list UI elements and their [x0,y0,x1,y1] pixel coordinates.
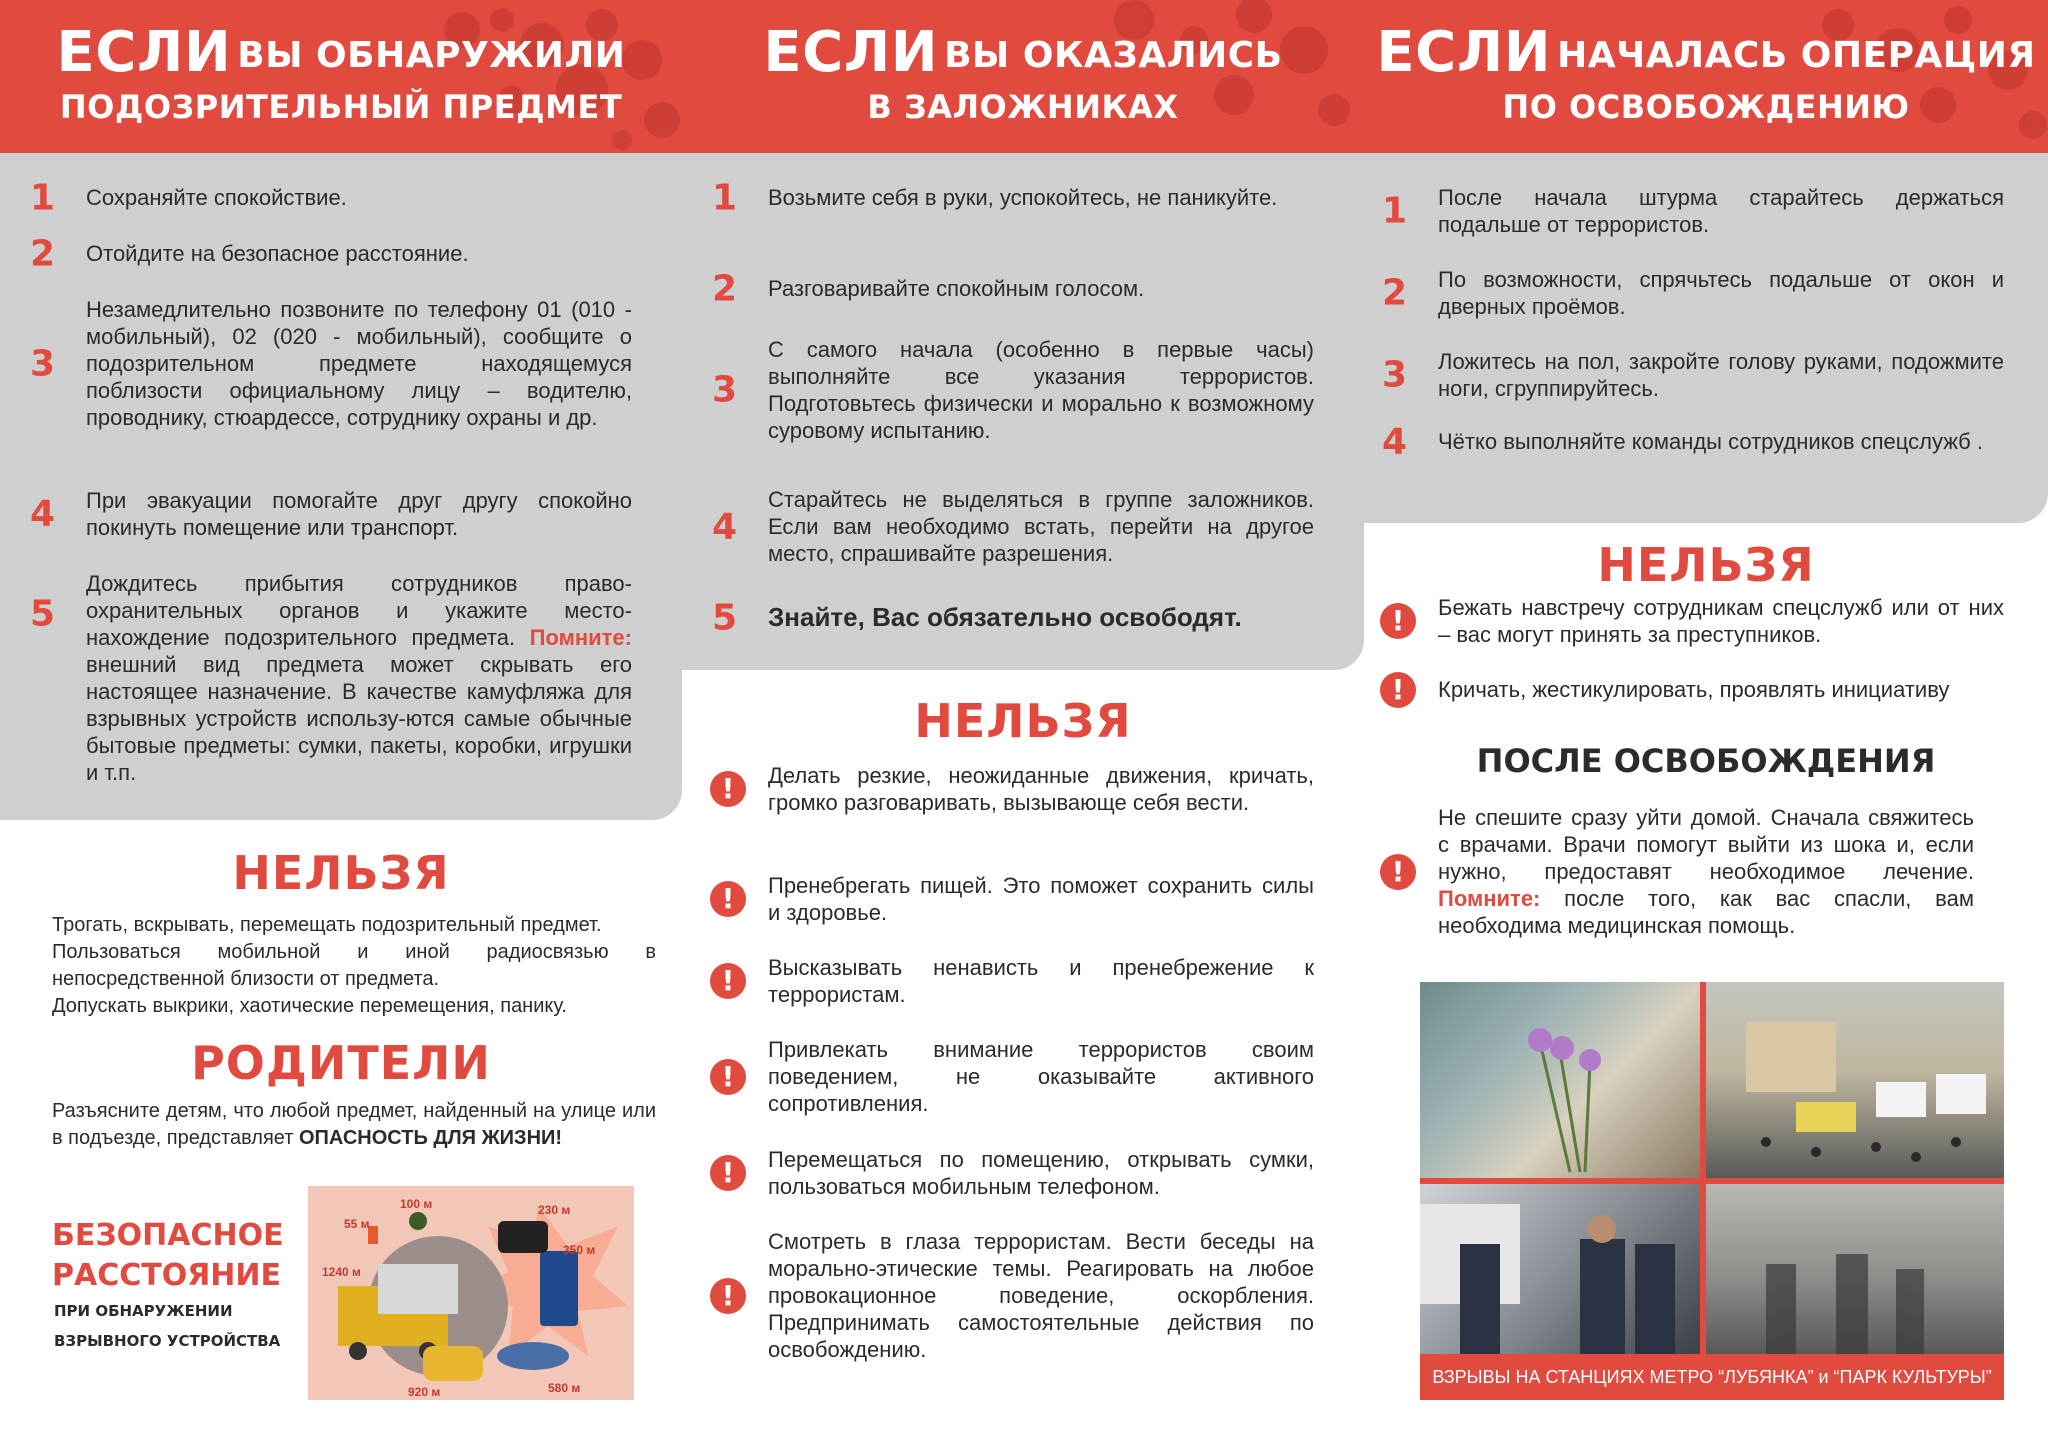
step-number: 3 [712,369,738,411]
distance-label: 920 м [408,1385,441,1399]
distance-label: 230 м [538,1203,571,1217]
safe-distance-subtitle: ПРИ ОБНАРУЖЕНИИ ВЗРЫВНОГО УСТРОЙСТВА [54,1302,281,1350]
step-text: Возьмите себя в руки, успокойтесь, не паникуйте. [768,185,1278,210]
grenade-icon [409,1212,427,1230]
distance-label: 580 м [548,1381,581,1395]
step-item [1382,348,2004,402]
forbidden-item: ! Делать резкие, неожиданные движения, кричать, громко разговаривать, вызывающе себя вести. [768,762,1314,816]
step-text: Старайтесь не выделяться в группе заложников. Если вам необходимо встать, перейти на другое место, спрашивайте разрешения. [768,487,1314,566]
header-rescue-operation [1364,0,2048,153]
forbidden-item: ! Пренебрегать пищей. Это поможет сохранить силы и здоровье. [768,872,1314,926]
forbidden-title: НЕЛЬЗЯ [232,846,450,900]
step-item [712,177,1314,218]
forbidden-title: НЕЛЬЗЯ [914,694,1132,748]
after-release-item: ! Не спешите сразу уйти домой. Сначала свяжитесь с врачами. Врачи помогут выйти из шока и, если нужно, предоставят необходимое лечение. Помните: после того, как вас спасли, вам необходима медицинская помощь. [1438,804,1974,939]
remember-label: Помните: [1438,886,1541,911]
step-number: 2 [30,233,56,274]
exclamation-icon: ! [710,881,746,917]
step-item [30,487,632,541]
step-item [30,570,632,786]
exclamation-icon: ! [710,771,746,807]
after-release-title: ПОСЛЕ ОСВОБОЖДЕНИЯ [1476,742,1936,780]
column-suspicious-object [0,0,682,1438]
forbidden-title: НЕЛЬЗЯ [1597,538,1815,592]
step-number: 2 [712,268,738,309]
photo-collage [1420,982,2004,1400]
flowers-icon [1420,982,1700,1178]
exclamation-icon: ! [1380,603,1416,639]
header-line-2: ПО ОСВОБОЖДЕНИЮ [1502,88,1910,126]
step-item [30,177,632,218]
step-number: 5 [712,597,738,638]
step-number: 4 [712,506,738,547]
forbidden-list [52,912,656,1020]
step-number: 3 [1382,354,1408,396]
exclamation-icon: ! [710,1278,746,1314]
step-number: 5 [30,593,56,635]
step-item [1382,421,2004,462]
forbidden-item: Трогать, вскрывать, перемещать подозрительный предмет. [52,914,602,936]
header-line-1: ЕСЛИ ВЫ ОБНАРУЖИЛИ [56,20,626,85]
rescuers-icon [1420,1184,1700,1354]
car-icon [497,1342,569,1370]
step-item [1382,184,2004,238]
forbidden-item: ! Кричать, жестикулировать, проявлять инициативу [1438,676,2004,703]
forbidden-item: ! Перемещаться по помещению, открывать сумки, пользоваться мобильным телефоном. [768,1146,1314,1200]
safe-distance-title: БЕЗОПАСНОЕ РАССТОЯНИЕ [52,1218,284,1293]
step-item [712,486,1314,567]
step-number: 1 [1382,190,1408,232]
header-suspicious-object [0,0,682,153]
photo-station-ambulances [1706,982,2004,1178]
forbidden-item: ! Смотреть в глаза террористам. Вести беседы на морально-этические темы. Реагировать на любое провокационное поведение, оскорбления. Предпринимать самостоятельные действия по освобождению. [768,1228,1314,1363]
header-line-2: В ЗАЛОЖНИКАХ [867,88,1179,126]
step-item [712,268,1314,309]
header-hostages [682,0,1364,153]
smoke-icon [1706,1184,2004,1354]
step-item [1382,266,2004,320]
suitcase-icon [540,1251,578,1326]
header-line-1: ЕСЛИ НАЧАЛАСЬ ОПЕРАЦИЯ [1376,20,2036,85]
parents-text: Разъясните детям, что любой предмет, найденный на улице или в подъезде, представляет ОПАСНОСТЬ ДЛЯ ЖИЗНИ! [52,1100,656,1149]
exclamation-icon: ! [710,1059,746,1095]
step-item [30,233,632,274]
distance-label: 55 м [344,1217,370,1231]
step-item [712,597,1314,638]
step-text: С самого начала (особенно в первые часы) выполняйте все указания террористов. Подготовьтесь физически и морально к возможному суровому испытанию. [768,337,1314,443]
step-text: Отойдите на безопасное расстояние. [86,241,469,266]
remember-label: Помните: [529,625,632,650]
photo-metro-flowers [1420,982,1700,1178]
step-number: 1 [30,177,56,218]
step-text: Чётко выполняйте команды сотрудников спецслужб . [1438,429,1983,454]
exclamation-icon: ! [710,1155,746,1191]
exclamation-icon: ! [710,963,746,999]
step-item [30,296,632,431]
distance-label: 350 м [563,1243,596,1257]
photo-caption: ВЗРЫВЫ НА СТАНЦИЯХ МЕТРО “ЛУБЯНКА” и “ПАРК КУЛЬТУРЫ” [1432,1367,1992,1387]
step-text: Ложитесь на пол, закройте голову руками, подожмите ноги, сгруппируйтесь. [1438,349,2004,401]
forbidden-item: ! Высказывать ненависть и пренебрежение к террористам. [768,954,1314,1008]
step-text: Незамедлительно позвоните по телефону 01 (010 - мобильный), 02 (020 - мобильный), сообщите о подозрительном предмете находящемуся поблизости официальному лицу – водителю, проводнику, стюардессе, сотруднику охраны и др. [86,297,632,430]
photo-smoke [1706,1184,2004,1354]
photo-rescuers [1420,1184,1700,1354]
exclamation-icon: ! [1380,672,1416,708]
step-number: 3 [30,343,56,384]
forbidden-item: Пользоваться мобильной и иной радиосвязью в непосредственной близости от предмета. [52,941,656,990]
step-number: 4 [30,493,56,535]
distance-label: 100 м [400,1197,433,1211]
step-text: При эвакуации помогайте друг другу спокойно покинуть помещение или транспорт. [86,488,632,540]
ambulance-icon [1706,982,2004,1178]
forbidden-item: Допускать выкрики, хаотические перемещения, панику. [52,995,567,1017]
parents-warning: ОПАСНОСТЬ ДЛЯ ЖИЗНИ! [298,1127,563,1149]
step-number: 2 [1382,272,1408,314]
step-number: 1 [712,177,738,218]
step-text: Сохраняйте спокойствие. [86,185,347,210]
step-item [712,336,1314,444]
safe-distance-diagram [308,1186,634,1400]
van-icon [423,1346,483,1381]
step-number: 4 [1382,421,1408,462]
column-hostages [682,0,1364,1438]
forbidden-item: ! Бежать навстречу сотрудникам спецслужб или от них – вас могут принять за преступников. [1438,594,2004,648]
header-line-2: ПОДОЗРИТЕЛЬНЫЙ ПРЕДМЕТ [59,88,623,126]
step-text: По возможности, спрячьтесь подальше от окон и дверных проёмов. [1438,267,2004,319]
bag-icon [498,1221,548,1253]
step-text: После начала штурма старайтесь держаться подальше от террористов. [1438,185,2004,237]
step-text: Разговаривайте спокойным голосом. [768,276,1145,301]
distance-label: 1240 м [322,1265,361,1279]
header-line-1: ЕСЛИ ВЫ ОКАЗАЛИСЬ [763,20,1283,85]
exclamation-icon: ! [1380,854,1416,890]
parents-title: РОДИТЕЛИ [191,1036,491,1090]
step-text: Знайте, Вас обязательно освободят. [768,602,1242,632]
step-text: Дождитесь прибытия сотрудников право-охранительных органов и укажите место-нахождение подозрительного предмета. Помните: внешний вид предмета может скрывать его настоящее назначение. В качестве камуфляжа для взрывных устройств использу-ются самые обычные бытовые предметы: сумки, пакеты, коробки, игрушки и т.п. [86,571,632,785]
forbidden-item: ! Привлекать внимание террористов своим поведением, не оказывайте активного сопротивления. [768,1036,1314,1117]
